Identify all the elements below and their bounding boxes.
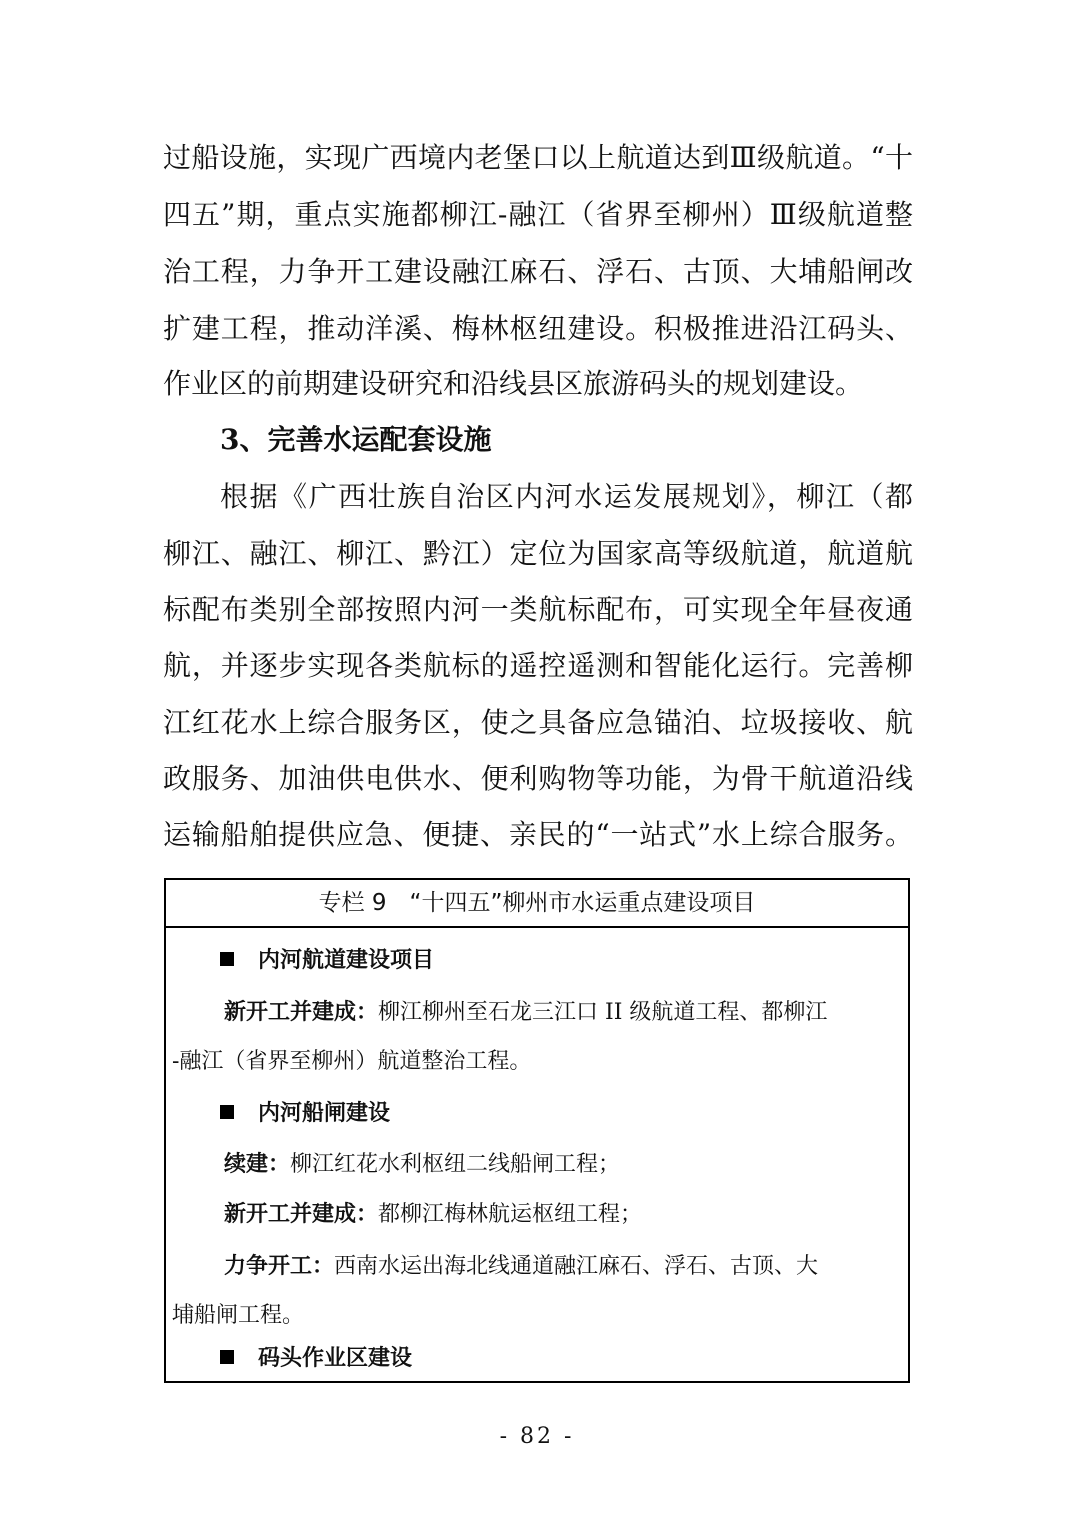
box-item — [224, 1252, 818, 1281]
box-section-title — [220, 946, 434, 974]
paragraph-line: 运输船舶提供应急、便捷、亲民的“一站式”水上综合服务。 — [163, 818, 913, 851]
page-number: - 82 - — [499, 1424, 575, 1449]
box-title: 专栏 9 “十四五”柳州市水运重点建设项目 — [166, 880, 908, 928]
box-section-title-text: 内河船闸建设 — [258, 1100, 391, 1126]
square-bullet-icon — [220, 952, 234, 966]
paragraph-line: 过船设施，实现广西境内老堡口以上航道达到Ⅲ级航道。“十 — [163, 141, 913, 174]
section-heading: 3、完善水运配套设施 — [220, 423, 492, 456]
box-section-title-text: 内河航道建设项目 — [258, 947, 435, 973]
square-bullet-icon — [220, 1105, 234, 1119]
box-item-continuation: -融江（省界至柳州）航道整治工程。 — [172, 1049, 532, 1074]
square-bullet-icon — [220, 1350, 234, 1364]
item-label: 新开工并建成： — [224, 1201, 379, 1227]
project-box — [164, 878, 910, 1383]
paragraph-line: 作业区的前期建设研究和沿线县区旅游码头的规划建设。 — [163, 367, 864, 400]
item-text: 都柳江梅林航运枢纽工程； — [378, 1202, 643, 1227]
box-section-title-text: 码头作业区建设 — [258, 1345, 413, 1371]
paragraph-line: 根据《广西壮族自治区内河水运发展规划》，柳江（都 — [220, 480, 913, 513]
box-item — [224, 1200, 642, 1229]
box-item-continuation: 埔船闸工程。 — [172, 1303, 305, 1328]
item-text: 柳江柳州至石龙三江口 II 级航道工程、都柳江 — [378, 1000, 828, 1025]
paragraph-line: 航，并逐步实现各类航标的遥控遥测和智能化运行。完善柳 — [163, 649, 913, 682]
box-item — [224, 998, 827, 1027]
paragraph-line: 标配布类别全部按照内河一类航标配布，可实现全年昼夜通 — [163, 593, 913, 626]
item-text: 柳江红花水利枢纽二线船闸工程； — [290, 1152, 621, 1177]
paragraph-line: 扩建工程，推动洋溪、梅林枢纽建设。积极推进沿江码头、 — [163, 312, 913, 345]
item-text: 西南水运出海北线通道融江麻石、浮石、古顶、大 — [334, 1254, 819, 1279]
paragraph-line: 江红花水上综合服务区，使之具备应急锚泊、垃圾接收、航 — [163, 706, 913, 739]
item-label: 新开工并建成： — [224, 999, 379, 1025]
paragraph-line: 政服务、加油供电供水、便利购物等功能，为骨干航道沿线 — [163, 762, 913, 795]
box-section-title — [220, 1099, 390, 1127]
item-label: 续建： — [224, 1151, 291, 1177]
box-section-title — [220, 1344, 412, 1372]
paragraph-line: 治工程，力争开工建设融江麻石、浮石、古顶、大埔船闸改 — [163, 255, 913, 288]
box-item — [224, 1150, 620, 1179]
paragraph-line: 四五”期，重点实施都柳江-融江（省界至柳州）Ⅲ级航道整 — [163, 198, 913, 231]
item-label: 力争开工： — [224, 1253, 335, 1279]
paragraph-line: 柳江、融江、柳江、黔江）定位为国家高等级航道，航道航 — [163, 537, 913, 570]
